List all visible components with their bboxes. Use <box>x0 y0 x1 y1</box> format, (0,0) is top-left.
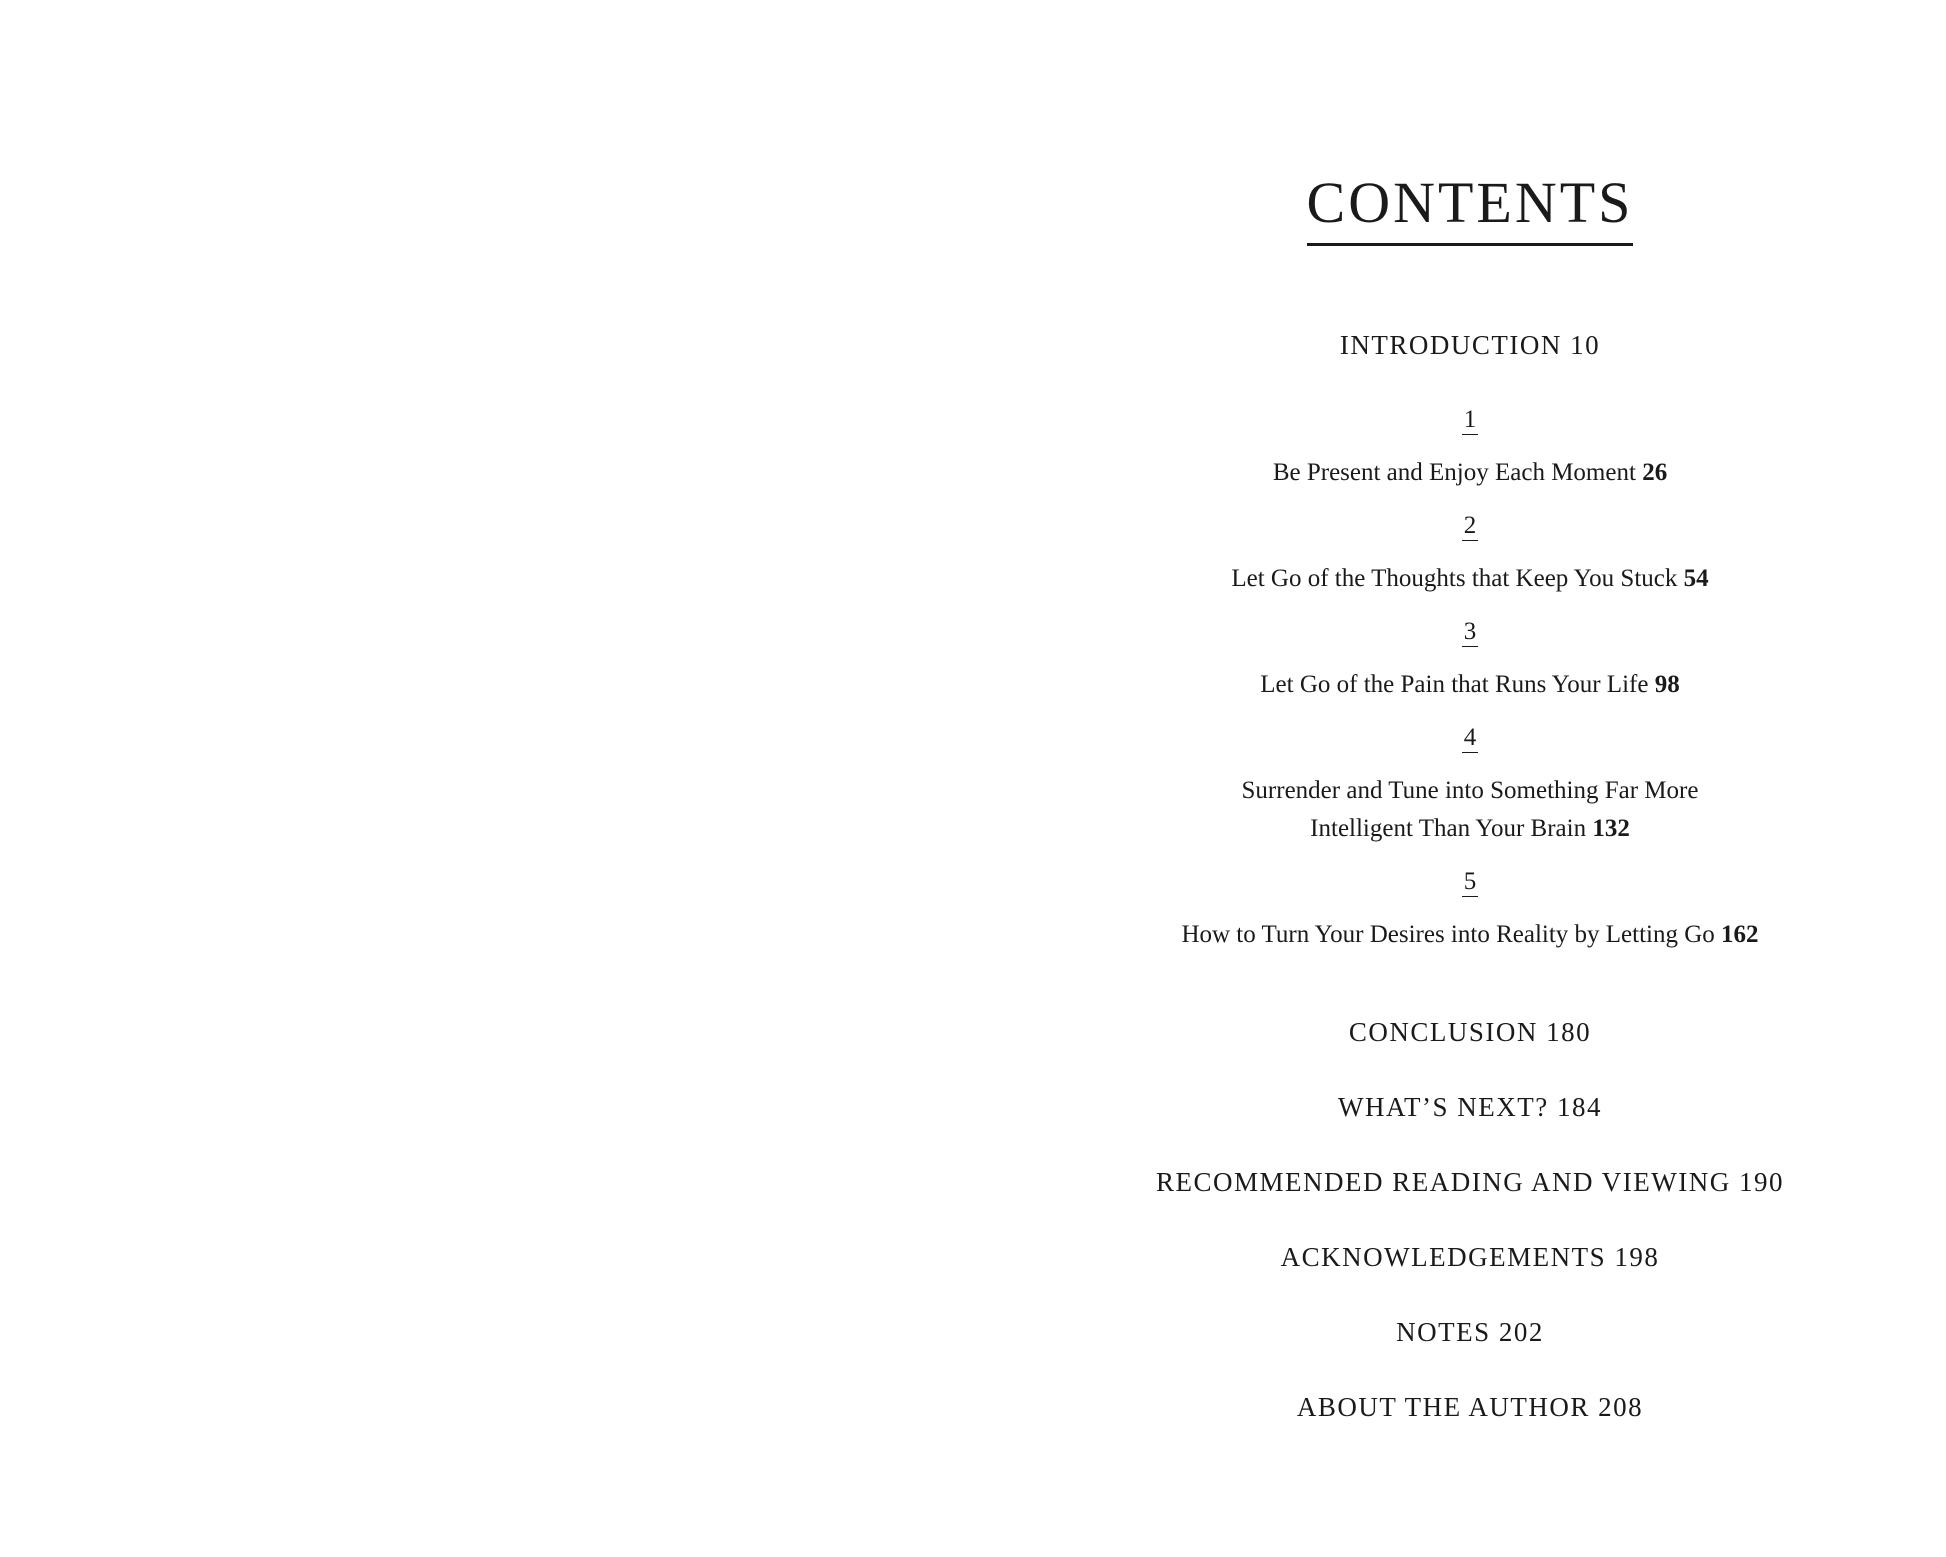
chapter-number-3: 3 <box>1463 618 1477 645</box>
entry-page: 198 <box>1614 1242 1660 1272</box>
entry-page: 180 <box>1546 1017 1592 1047</box>
entry-label: NOTES <box>1396 1317 1491 1347</box>
toc-entry-chapter-4-cont[interactable] <box>1070 811 1870 847</box>
toc-entry-chapter-3[interactable] <box>1070 667 1870 703</box>
entry-page: 98 <box>1654 671 1680 698</box>
entry-label: CONCLUSION <box>1348 1017 1538 1047</box>
entry-label: Let Go of the Thoughts that Keep You Stuck <box>1231 565 1678 592</box>
entry-page: 162 <box>1721 921 1759 948</box>
chapter-number-1: 1 <box>1463 406 1477 433</box>
entry-page: 132 <box>1592 815 1630 842</box>
toc-entry-recommended-reading[interactable] <box>1070 1164 1870 1200</box>
entry-label: ACKNOWLEDGEMENTS <box>1280 1242 1607 1272</box>
entry-label: ABOUT THE AUTHOR <box>1296 1392 1590 1422</box>
entry-label: How to Turn Your Desires into Reality by Letting Go <box>1181 921 1715 948</box>
toc-entry-introduction[interactable] <box>1070 327 1870 363</box>
toc-entry-chapter-2[interactable] <box>1070 561 1870 597</box>
entry-page: 26 <box>1642 459 1668 486</box>
chapter-number-4: 4 <box>1463 724 1477 751</box>
toc-entry-whats-next[interactable] <box>1070 1089 1870 1125</box>
page-title: CONTENTS <box>1306 170 1634 235</box>
chapter-number-2: 2 <box>1463 512 1477 539</box>
entry-label: INTRODUCTION <box>1339 330 1562 360</box>
toc-entry-conclusion[interactable] <box>1070 1014 1870 1050</box>
entry-page: 184 <box>1556 1092 1602 1122</box>
entry-page: 54 <box>1683 565 1709 592</box>
toc-entry-about-the-author[interactable] <box>1070 1389 1870 1425</box>
toc-entry-chapter-4[interactable] <box>1070 773 1870 809</box>
entry-label: Let Go of the Pain that Runs Your Life <box>1260 671 1649 698</box>
entry-label-line-2: Intelligent Than Your Brain <box>1310 815 1587 842</box>
entry-label: Be Present and Enjoy Each Moment <box>1272 459 1636 486</box>
toc-entry-acknowledgements[interactable] <box>1070 1239 1870 1275</box>
entry-label: WHAT’S NEXT? <box>1338 1092 1549 1122</box>
toc-entry-notes[interactable] <box>1070 1314 1870 1350</box>
entry-page: 208 <box>1598 1392 1644 1422</box>
entry-page: 190 <box>1738 1167 1784 1197</box>
entry-page: 202 <box>1498 1317 1544 1347</box>
title-underline <box>1307 243 1633 246</box>
chapter-number-5: 5 <box>1463 868 1477 895</box>
entry-label: RECOMMENDED READING AND VIEWING <box>1156 1167 1731 1197</box>
entry-label-line-1: Surrender and Tune into Something Far More <box>1241 777 1699 804</box>
entry-page: 10 <box>1570 330 1601 360</box>
toc-entry-chapter-5[interactable] <box>1070 917 1870 953</box>
toc-entry-chapter-1[interactable] <box>1070 455 1870 491</box>
